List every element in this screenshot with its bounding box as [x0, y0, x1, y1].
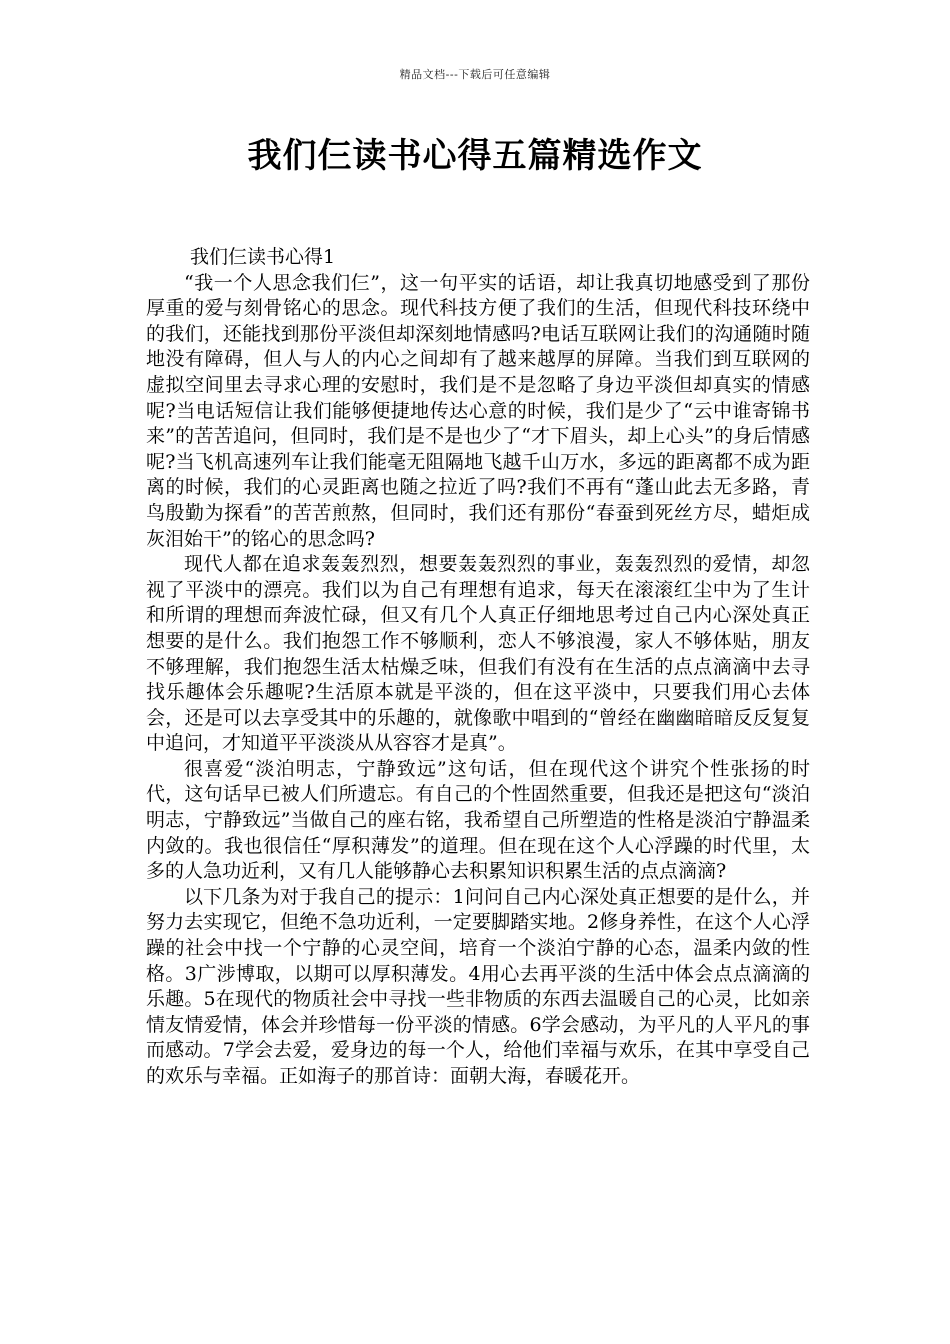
document-title: 我们仨读书心得五篇精选作文	[247, 136, 703, 176]
paragraph-1: “我一个人思念我们仨”，这一句平实的话语，却让我真切地感受到了那份厚重的爱与刻骨铭心的思念。现代科技方便了我们的生活，但现代科技环绕中的我们，还能找到那份平淡但却深刻地情感吗?电话互联网让我们的沟通随时随地没有障碍，但人与人的内心之间却有了越来越厚的屏障。当我们到互联网的虚拟空间里去寻求心理的安慰时，我们是不是忽略了身边平淡但却真实的情感呢?当电话短信让我们能够便捷地传达心意的时候，我们是少了“云中谁寄锦书来”的苦苦追问，但同时，我们是不是也少了“才下眉头，却上心头”的身后情感呢?当飞机高速列车让我们能毫无阻隔地飞越千山万水，多远的距离都不成为距离的时候，我们的心灵距离也随之拉近了吗?我们不再有“蓬山此去无多路，青鸟殷勤为探看”的苦苦煎熬，但同时，我们还有那份“春蚕到死丝方尽，蜡炬成灰泪始干”的铭心的思念吗?	[146, 271, 810, 550]
section-heading: 我们仨读书心得1	[190, 246, 336, 268]
article-body	[146, 245, 810, 1090]
paragraph-3: 很喜爱“淡泊明志，宁静致远”这句话，但在现代这个讲究个性张扬的时代，这句话早已被人们所遗忘。有自己的个性固然重要，但我还是把这句“淡泊明志，宁静致远”当做自己的座右铭，我希望自己所塑造的性格是淡泊宁静温柔内敛的。我也很信任“厚积薄发”的道理。但在现在这个人心浮躁的时代里，太多的人急功近利，又有几人能够静心去积累知识积累生活的点点滴滴?	[146, 757, 810, 883]
paragraph-4: 以下几条为对于我自己的提示：1问问自己内心深处真正想要的是什么，并努力去实现它，但绝不急功近利，一定要脚踏实地。2修身养性，在这个人心浮躁的社会中找一个宁静的心灵空间，培育一个淡泊宁静的心态，温柔内敛的性格。3广涉博取，以期可以厚积薄发。4用心去再平淡的生活中体会点点滴滴的乐趣。5在现代的物质社会中寻找一些非物质的东西去温暖自己的心灵，比如亲情友情爱情，体会并珍惜每一份平淡的情感。6学会感动，为平凡的人平凡的事而感动。7学会去爱，爱身边的每一个人，给他们幸福与欢乐，在其中享受自己的欢乐与幸福。正如海子的那首诗：面朝大海，春暖花开。	[146, 885, 810, 1087]
header-note: 精品文档---下载后可任意编辑	[399, 68, 551, 81]
paragraph-2: 现代人都在追求轰轰烈烈，想要轰轰烈烈的事业，轰轰烈烈的爱情，却忽视了平淡中的漂亮。我们以为自己有理想有追求，每天在滚滚红尘中为了生计和所谓的理想而奔波忙碌，但又有几个人真正仔细地思考过自己内心深处真正想要的是什么。我们抱怨工作不够顺利，恋人不够浪漫，家人不够体贴，朋友不够理解，我们抱怨生活太枯燥乏味，但我们有没有在生活的点点滴滴中去寻找乐趣体会乐趣呢?生活原本就是平淡的，但在这平淡中，只要我们用心去体会，还是可以去享受其中的乐趣的，就像歌中唱到的“曾经在幽幽暗暗反反复复中追问，才知道平平淡淡从从容容才是真”。	[146, 553, 810, 755]
